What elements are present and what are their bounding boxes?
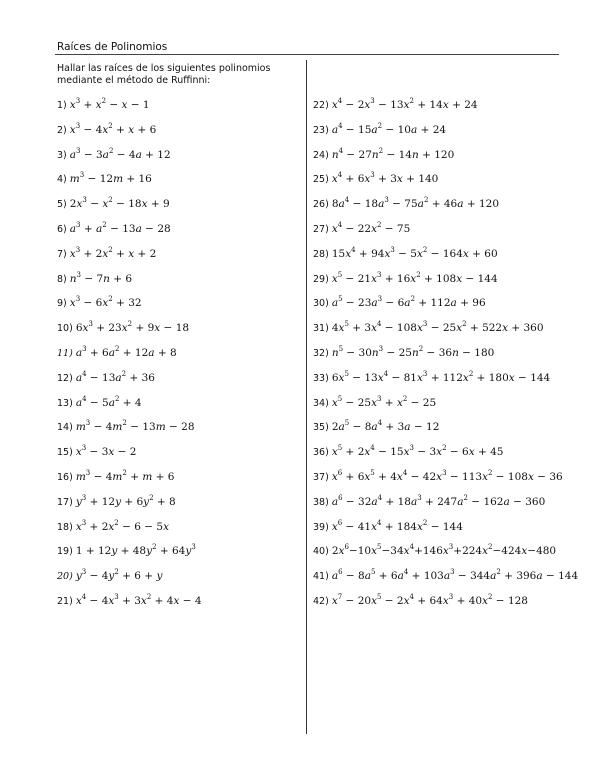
page-title: Raíces de Polinomios — [57, 41, 168, 53]
polynomial-expression: $1 + 12y + 48y^2 + 64y^3$ — [75, 543, 196, 558]
problem-item — [313, 121, 447, 137]
problem-item — [313, 347, 494, 360]
problem-item — [57, 146, 171, 162]
problem-item — [57, 223, 171, 236]
problem-number: 41) — [313, 571, 332, 583]
polynomial-expression: $x^3 + 2x^2 - 6 - 5x$ — [75, 518, 169, 533]
problem-number: 14) — [57, 422, 76, 434]
problem-number: 24) — [313, 149, 332, 161]
problem-number: 15) — [57, 447, 76, 459]
problem-number: 16) — [57, 472, 76, 483]
polynomial-expression: $a^3 - 3a^2 - 4a + 12$ — [69, 146, 171, 161]
problem-number: 6) — [57, 224, 70, 235]
problem-number: 34) — [313, 397, 332, 409]
problem-item — [57, 198, 170, 211]
problem-item — [313, 223, 410, 236]
problem-number: 30) — [313, 298, 332, 310]
polynomial-expression: $8a^4 - 18a^3 - 75a^2 + 46a + 120$ — [331, 196, 500, 211]
problem-item — [313, 369, 551, 385]
polynomial-expression: $y^3 + 12y + 6y^2 + 8$ — [75, 493, 176, 508]
polynomial-expression: $x^6 - 41x^4 + 184x^2 - 144$ — [331, 518, 463, 533]
problem-item — [57, 471, 174, 484]
problem-number: 39) — [313, 521, 332, 533]
polynomial-expression: $x^4 + 6x^3 + 3x + 140$ — [331, 171, 439, 186]
problem-number: 23) — [313, 124, 332, 136]
polynomial-expression: $6x^5 - 13x^4 - 81x^3 + 112x^2 + 180x - 144$ — [331, 369, 551, 384]
instructions-text: Hallar las raíces de los siguientes polinomios mediante el método de Ruffinni: — [57, 63, 271, 86]
problem-number: 12) — [57, 372, 76, 384]
polynomial-expression: $x^4 - 2x^3 - 13x^2 + 14x + 24$ — [331, 97, 478, 111]
polynomial-expression: $a^3 + a^2 - 13a - 28$ — [69, 221, 171, 235]
problem-item — [313, 545, 556, 558]
problem-item — [57, 570, 162, 583]
problem-item — [313, 518, 463, 534]
problem-item — [313, 493, 546, 509]
polynomial-expression: $a^6 - 32a^4 + 18a^3 + 247a^2 - 162a - 360$ — [331, 493, 546, 508]
problem-number: 18) — [57, 521, 76, 533]
problem-item — [57, 245, 157, 261]
problem-item — [57, 493, 176, 509]
polynomial-expression: $x^4 - 22x^2 - 75$ — [331, 221, 411, 235]
problem-number: 22) — [313, 100, 332, 111]
polynomial-expression: $2x^6-10x^5-34x^4+146x^3+224x^2-424x-480$ — [331, 543, 557, 558]
polynomial-expression: $n^3 - 7n + 6$ — [69, 270, 133, 285]
problem-number: 35) — [313, 422, 332, 434]
problem-number: 13) — [57, 397, 76, 409]
problem-number: 31) — [313, 323, 332, 335]
problem-number: 25) — [313, 174, 332, 186]
problem-item — [57, 99, 150, 112]
problem-item — [57, 421, 195, 434]
problem-item — [313, 173, 438, 186]
polynomial-expression: $a^3 + 6a^2 + 12a + 8$ — [75, 345, 177, 359]
problem-number: 7) — [57, 248, 70, 260]
problem-item — [57, 270, 133, 286]
polynomial-expression: $a^4 - 5a^2 + 4$ — [75, 394, 142, 409]
polynomial-expression: $x^3 - 3x - 2$ — [75, 444, 137, 459]
polynomial-expression: $x^5 - 21x^3 + 16x^2 + 108x - 144$ — [331, 270, 498, 285]
problem-item — [57, 394, 142, 410]
problem-item — [57, 297, 142, 310]
polynomial-expression: $x^6 + 6x^5 + 4x^4 - 42x^3 - 113x^2 - 108x - 36$ — [331, 469, 563, 483]
polynomial-expression: $15x^4 + 94x^3 - 5x^2 - 164x + 60$ — [331, 245, 498, 260]
problem-number: 17) — [57, 496, 76, 508]
polynomial-expression: $m^3 - 4m^2 - 13m - 28$ — [75, 419, 195, 434]
problem-number: 5) — [57, 199, 70, 211]
problem-number: 33) — [313, 372, 332, 384]
problem-number: 26) — [313, 199, 332, 211]
polynomial-expression: $a^4 - 13a^2 + 36$ — [75, 369, 155, 384]
polynomial-expression: $m^3 - 4m^2 + m + 6$ — [75, 469, 175, 483]
problem-item — [313, 198, 499, 211]
problem-number: 42) — [313, 596, 332, 607]
polynomial-expression: $x^7 - 20x^5 - 2x^4 + 64x^3 + 40x^2 - 128$ — [331, 593, 528, 607]
problem-number: 40) — [313, 546, 332, 558]
problem-number: 8) — [57, 273, 70, 285]
polynomial-expression: $x^3 + 2x^2 + x + 2$ — [69, 245, 157, 260]
polynomial-expression: $x^5 - 25x^3 + x^2 - 25$ — [331, 394, 437, 409]
polynomial-expression: $a^6 - 8a^5 + 6a^4 + 103a^3 - 344a^2 + 396a - 144$ — [331, 568, 579, 583]
problem-number: 21) — [57, 596, 76, 607]
polynomial-expression: $6x^3 + 23x^2 + 9x - 18$ — [75, 320, 190, 335]
problem-item — [57, 173, 152, 186]
problem-item — [57, 121, 157, 137]
polynomial-expression: $a^5 - 23a^3 - 6a^2 + 112a + 96$ — [331, 295, 486, 310]
problem-item — [313, 322, 544, 335]
polynomial-expression: $2x^3 - x^2 - 18x + 9$ — [69, 196, 170, 211]
problem-item — [313, 270, 498, 286]
problem-number: 10) — [57, 323, 76, 335]
problem-item — [313, 446, 503, 459]
problem-item — [313, 595, 528, 608]
problem-number: 3) — [57, 149, 70, 161]
problem-item — [313, 297, 486, 310]
polynomial-expression: $x^3 - 4x^2 + x + 6$ — [69, 121, 157, 136]
problem-number: 20) — [57, 571, 76, 583]
header-divider — [55, 54, 559, 55]
problem-item — [313, 245, 498, 261]
problem-number: 27) — [313, 224, 332, 235]
problem-number: 28) — [313, 248, 332, 260]
problem-item — [57, 322, 189, 335]
problem-item — [57, 545, 196, 558]
problem-number: 19) — [57, 546, 76, 558]
problem-item — [57, 369, 155, 385]
problem-number: 2) — [57, 124, 70, 136]
problem-item — [57, 595, 202, 608]
polynomial-expression: $x^3 + x^2 - x - 1$ — [69, 97, 150, 111]
polynomial-expression: $x^5 + 2x^4 - 15x^3 - 3x^2 - 6x + 45$ — [331, 444, 504, 459]
polynomial-expression: $n^4 - 27n^2 - 14n + 120$ — [331, 146, 455, 161]
problem-item — [313, 99, 478, 112]
problem-item — [57, 518, 169, 534]
problem-item — [313, 471, 563, 484]
polynomial-expression: $y^3 - 4y^2 + 6 + y$ — [75, 568, 163, 583]
problem-number: 9) — [57, 298, 70, 310]
problem-number: 1) — [57, 100, 70, 111]
problem-item — [57, 446, 136, 459]
polynomial-expression: $m^3 - 12m + 16$ — [69, 171, 152, 186]
problem-item — [313, 146, 455, 162]
polynomial-expression: $x^3 - 6x^2 + 32$ — [69, 295, 142, 310]
polynomial-expression: $n^5 - 30n^3 - 25n^2 - 36n - 180$ — [331, 345, 495, 359]
problem-number: 11) — [57, 348, 76, 359]
problem-number: 37) — [313, 472, 332, 483]
polynomial-expression: $x^4 - 4x^3 + 3x^2 + 4x - 4$ — [75, 593, 202, 607]
problem-item — [313, 394, 437, 410]
problem-number: 29) — [313, 273, 332, 285]
polynomial-expression: $4x^5 + 3x^4 - 108x^3 - 25x^2 + 522x + 360$ — [331, 320, 544, 335]
polynomial-expression: $a^4 - 15a^2 - 10a + 24$ — [331, 121, 447, 136]
problem-item — [313, 570, 578, 583]
problem-item — [57, 347, 177, 360]
problem-number: 38) — [313, 496, 332, 508]
polynomial-expression: $2a^5 - 8a^4 + 3a - 12$ — [331, 419, 440, 434]
problem-number: 4) — [57, 174, 70, 186]
problem-number: 36) — [313, 447, 332, 459]
problem-item — [313, 421, 439, 434]
problem-number: 32) — [313, 348, 332, 359]
column-divider — [306, 60, 307, 734]
